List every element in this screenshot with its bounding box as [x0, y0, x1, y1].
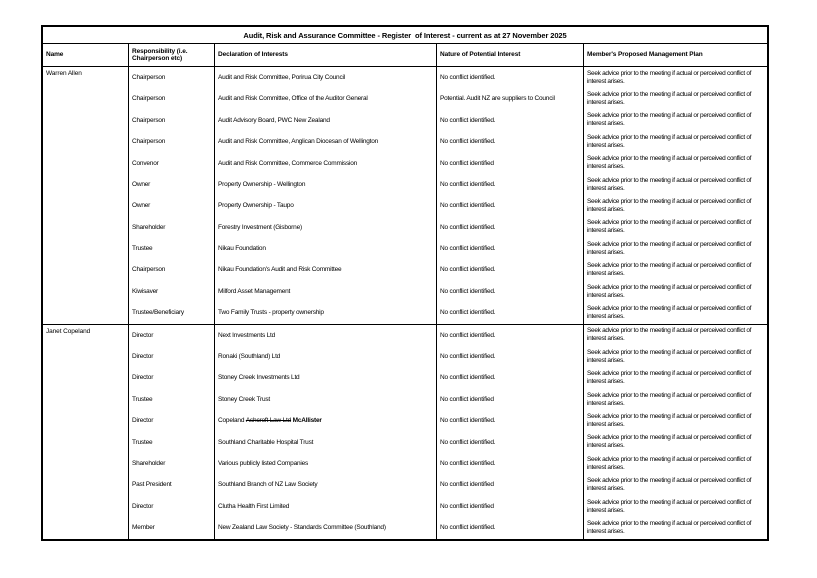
responsibility-cell: Trustee [129, 238, 215, 259]
table-row [129, 389, 767, 410]
management-plan-cell: Seek advice prior to the meeting if actual or perceived conflict of interest arises. [587, 155, 752, 171]
declaration-cell: Southland Branch of NZ Law Society [215, 474, 437, 495]
responsibility-cell: Chairperson [129, 260, 215, 281]
table-row [129, 517, 767, 538]
responsibility-cell: Owner [129, 195, 215, 216]
member-name-cell: Janet Copeland [43, 325, 129, 539]
table-row [129, 432, 767, 453]
member-section [43, 67, 767, 324]
management-plan-cell: Seek advice prior to the meeting if actual or perceived conflict of interest arises. [587, 133, 752, 149]
declaration-cell: Property Ownership - Taupo [215, 195, 437, 216]
table-row [129, 174, 767, 195]
declaration-segment: McAllister [292, 417, 322, 425]
declaration-cell: Two Family Trusts - property ownership [215, 302, 437, 323]
management-plan-cell: Seek advice prior to the meeting if actual or perceived conflict of interest arises. [587, 262, 752, 278]
nature-cell: No conflict identified. [437, 217, 584, 238]
table-row [129, 110, 767, 131]
responsibility-cell: Member [129, 517, 215, 538]
responsibility-cell: Chairperson [129, 131, 215, 152]
nature-cell: No conflict identified [437, 474, 584, 495]
declaration-cell: Ronaki (Southland) Ltd [215, 346, 437, 367]
table-row [129, 260, 767, 281]
responsibility-cell: Director [129, 367, 215, 388]
table-row [129, 88, 767, 109]
nature-cell: No conflict identified. [437, 174, 584, 195]
management-plan-cell: Seek advice prior to the meeting if actual or perceived conflict of interest arises. [587, 283, 752, 299]
declaration-cell: Stoney Creek Trust [215, 389, 437, 410]
nature-cell: No conflict identified [437, 389, 584, 410]
responsibility-cell: Trustee [129, 432, 215, 453]
declaration-cell: Nikau Foundation's Audit and Risk Committee [215, 260, 437, 281]
column-header-name: Name [43, 44, 129, 66]
table-body [43, 67, 767, 539]
declaration-cell: Nikau Foundation [215, 238, 437, 259]
declaration-cell: Property Ownership - Wellington [215, 174, 437, 195]
responsibility-cell: Director [129, 346, 215, 367]
nature-cell: No conflict identified [437, 496, 584, 517]
nature-cell: No conflict identified. [437, 410, 584, 431]
responsibility-cell: Director [129, 410, 215, 431]
management-plan-cell: Seek advice prior to the meeting if actual or perceived conflict of interest arises. [587, 412, 752, 428]
declaration-cell: Audit and Risk Committee, Commerce Commission [215, 153, 437, 174]
nature-cell: No conflict identified. [437, 302, 584, 323]
nature-cell: No conflict identified. [437, 346, 584, 367]
column-header-management-plan: Member's Proposed Management Plan [587, 51, 703, 59]
table-row [129, 302, 767, 323]
nature-cell: No conflict identified. [437, 432, 584, 453]
declaration-cell: Audit Advisory Board, PWC New Zealand [215, 110, 437, 131]
column-header-declaration: Declaration of Interests [215, 44, 437, 66]
table-row [129, 453, 767, 474]
register-of-interest-table [41, 25, 769, 541]
responsibility-cell: Director [129, 496, 215, 517]
member-name-cell: Warren Allen [43, 67, 129, 324]
management-plan-cell: Seek advice prior to the meeting if actual or perceived conflict of interest arises. [587, 198, 752, 214]
responsibility-cell: Past President [129, 474, 215, 495]
management-plan-cell: Seek advice prior to the meeting if actual or perceived conflict of interest arises. [587, 327, 752, 343]
declaration-cell: New Zealand Law Society - Standards Committee (Southland) [215, 517, 437, 538]
nature-cell: No conflict identified. [437, 517, 584, 538]
responsibility-cell: Director [129, 325, 215, 346]
table-row [129, 238, 767, 259]
table-row [129, 195, 767, 216]
declaration-cell: Next Investments Ltd [215, 325, 437, 346]
management-plan-cell: Seek advice prior to the meeting if actual or perceived conflict of interest arises. [587, 176, 752, 192]
nature-cell: No conflict identified. [437, 325, 584, 346]
nature-cell: No conflict identified. [437, 195, 584, 216]
management-plan-cell: Seek advice prior to the meeting if actual or perceived conflict of interest arises. [587, 348, 752, 364]
table-header-row [43, 44, 767, 67]
nature-cell: No conflict identified. [437, 110, 584, 131]
declaration-cell: Various publicly listed Companies [215, 453, 437, 474]
table-row [129, 131, 767, 152]
table-row [129, 325, 767, 346]
nature-cell: No conflict identified. [437, 260, 584, 281]
table-row [129, 367, 767, 388]
table-row [129, 474, 767, 495]
responsibility-cell: Kiwisaver [129, 281, 215, 302]
management-plan-cell: Seek advice prior to the meeting if actual or perceived conflict of interest arises. [587, 69, 752, 85]
member-rows [129, 67, 767, 324]
management-plan-cell: Seek advice prior to the meeting if actual or perceived conflict of interest arises. [587, 91, 752, 107]
management-plan-cell: Seek advice prior to the meeting if actual or perceived conflict of interest arises. [587, 304, 752, 320]
responsibility-cell: Chairperson [129, 67, 215, 88]
nature-cell: No conflict identified. [437, 367, 584, 388]
responsibility-cell: Trustee [129, 389, 215, 410]
nature-cell: No conflict identified. [437, 453, 584, 474]
table-row [129, 153, 767, 174]
management-plan-cell: Seek advice prior to the meeting if actual or perceived conflict of interest arises. [587, 455, 752, 471]
responsibility-cell: Chairperson [129, 88, 215, 109]
nature-cell: No conflict identified. [437, 281, 584, 302]
management-plan-cell: Seek advice prior to the meeting if actual or perceived conflict of interest arises. [587, 434, 752, 450]
management-plan-cell: Seek advice prior to the meeting if actual or perceived conflict of interest arises. [587, 498, 752, 514]
responsibility-cell: Convenor [129, 153, 215, 174]
nature-cell: No conflict identified. [437, 131, 584, 152]
responsibility-cell: Trustee/Beneficiary [129, 302, 215, 323]
responsibility-cell: Shareholder [129, 453, 215, 474]
declaration-cell [215, 410, 437, 431]
document-title: Audit, Risk and Assurance Committee - Register of Interest - current as at 27 November 2025 [43, 27, 767, 44]
declaration-cell: Audit and Risk Committee, Anglican Diocesan of Wellington [215, 131, 437, 152]
declaration-segment: Copeland [218, 417, 246, 425]
management-plan-cell: Seek advice prior to the meeting if actual or perceived conflict of interest arises. [587, 112, 752, 128]
nature-cell: No conflict identified [437, 153, 584, 174]
responsibility-cell: Shareholder [129, 217, 215, 238]
column-header-nature: Nature of Potential Interest [437, 44, 584, 66]
management-plan-cell: Seek advice prior to the meeting if actual or perceived conflict of interest arises. [587, 519, 752, 535]
table-row [129, 217, 767, 238]
column-header-responsibility: Responsibility (i.e. Chairperson etc) [129, 44, 215, 66]
declaration-cell: Stoney Creek Investments Ltd [215, 367, 437, 388]
management-plan-cell: Seek advice prior to the meeting if actual or perceived conflict of interest arises. [587, 219, 752, 235]
responsibility-cell: Chairperson [129, 110, 215, 131]
nature-cell: Potential. Audit NZ are suppliers to Council [437, 88, 584, 109]
table-row [129, 496, 767, 517]
declaration-cell: Audit and Risk Committee, Porirua City Council [215, 67, 437, 88]
nature-cell: No conflict identified. [437, 67, 584, 88]
declaration-cell: Audit and Risk Committee, Office of the Auditor General [215, 88, 437, 109]
member-rows [129, 325, 767, 539]
declaration-cell: Clutha Health First Limited [215, 496, 437, 517]
nature-cell: No conflict identified. [437, 238, 584, 259]
member-section [43, 324, 767, 539]
management-plan-cell: Seek advice prior to the meeting if actual or perceived conflict of interest arises. [587, 240, 752, 256]
declaration-cell: Forestry Investment (Gisborne) [215, 217, 437, 238]
declaration-cell: Southland Charitable Hospital Trust [215, 432, 437, 453]
management-plan-cell: Seek advice prior to the meeting if actual or perceived conflict of interest arises. [587, 370, 752, 386]
table-row [129, 346, 767, 367]
responsibility-cell: Owner [129, 174, 215, 195]
declaration-cell: Milford Asset Management [215, 281, 437, 302]
table-row [129, 410, 767, 431]
table-row [129, 67, 767, 88]
management-plan-cell: Seek advice prior to the meeting if actual or perceived conflict of interest arises. [587, 477, 752, 493]
management-plan-cell: Seek advice prior to the meeting if actual or perceived conflict of interest arises. [587, 391, 752, 407]
declaration-segment: Ashcroft Law Ltd [245, 417, 292, 425]
table-row [129, 281, 767, 302]
